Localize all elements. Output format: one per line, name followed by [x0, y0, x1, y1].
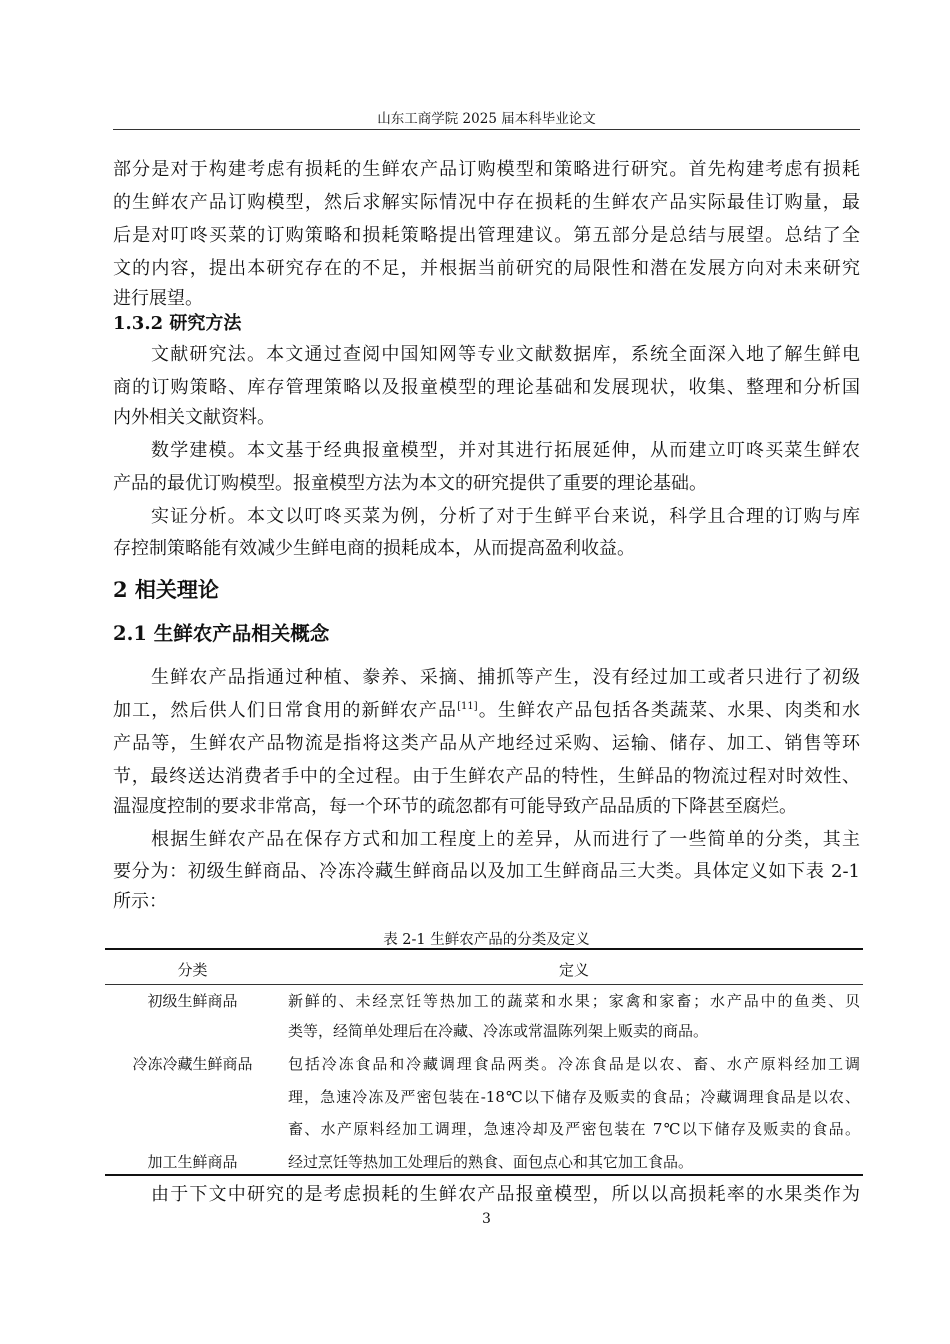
- text-line: 文献研究法。本文通过查阅中国知网等专业文献数据库，系统全面深入地了解生鲜电: [151, 344, 860, 365]
- table-cell-definition: 类等，经简单处理后在冷藏、冷冻或常温陈列架上贩卖的商品。: [288, 1022, 709, 1040]
- text-line: 产品的最优订购模型。报童模型方法为本文的研究提供了重要的理论基础。: [113, 473, 707, 494]
- table-header-definition: 定义: [558, 961, 589, 979]
- header-rule: [113, 129, 860, 130]
- section-heading-2-1: 2.1 生鲜农产品相关概念: [113, 622, 330, 645]
- table-caption: 表 2-1 生鲜农产品的分类及定义: [383, 932, 590, 948]
- table-cell-definition: 经过烹饪等热加工处理后的熟食、面包点心和其它加工食品。: [288, 1153, 694, 1171]
- text-segment: 。生鲜农产品包括各类蔬菜、水果、肉类和水: [477, 700, 861, 721]
- text-line: 内外相关文献资料。: [113, 407, 275, 428]
- text-line: 商的订购策略、库存管理策略以及报童模型的理论基础和发展现状，收集、整理和分析国: [113, 377, 860, 398]
- table-cell-category: 冷冻冷藏生鲜商品: [132, 1055, 253, 1073]
- table-cell-category: 加工生鲜商品: [147, 1153, 238, 1171]
- text-segment: 加工，然后供人们日常食用的新鲜农产品: [113, 700, 458, 721]
- table-cell-definition: 畜、水产原料经加工调理，急速冷却及严密包装在 7℃以下储存及贩卖的食品。: [288, 1120, 860, 1138]
- page-number: 3: [482, 1211, 491, 1227]
- table-cell-definition: 理，急速冷冻及严密包装在-18℃以下储存及贩卖的食品；冷藏调理食品是以农、: [288, 1088, 860, 1106]
- text-line: 温湿度控制的要求非常高，每一个环节的疏忽都有可能导致产品品质的下降甚至腐烂。: [113, 796, 797, 817]
- text-line: 所示：: [113, 891, 167, 912]
- text-line: [113, 699, 860, 723]
- text-line: 数学建模。本文基于经典报童模型，并对其进行拓展延伸，从而建立叮咚买菜生鲜农: [151, 440, 860, 461]
- running-header: 山东工商学院 2025 届本科毕业论文: [377, 111, 596, 127]
- text-line: 后是对叮咚买菜的订购策略和损耗策略提出管理建议。第五部分是总结与展望。总结了全: [113, 225, 860, 246]
- table-top-rule: [105, 948, 863, 950]
- table-cell-category: 初级生鲜商品: [147, 992, 238, 1010]
- text-line: 实证分析。本文以叮咚买菜为例，分析了对于生鲜平台来说，科学且合理的订购与库: [151, 506, 860, 527]
- table-header-category: 分类: [177, 961, 208, 979]
- chapter-heading-2: 2 相关理论: [113, 577, 219, 602]
- text-line: 产品等，生鲜农产品物流是指将这类产品从产地经过采购、运输、储存、加工、销售等环: [113, 733, 860, 754]
- citation-ref: [11]: [457, 701, 478, 712]
- text-line: 存控制策略能有效减少生鲜电商的损耗成本，从而提高盈利收益。: [113, 538, 635, 559]
- text-line: 根据生鲜农产品在保存方式和加工程度上的差异，从而进行了一些简单的分类，其主: [151, 829, 860, 850]
- text-line: 由于下文中研究的是考虑损耗的生鲜农产品报童模型，所以以高损耗率的水果类作为: [151, 1184, 860, 1205]
- text-line: 部分是对于构建考虑有损耗的生鲜农产品订购模型和策略进行研究。首先构建考虑有损耗: [113, 159, 860, 180]
- table-cell-definition: 包括冷冻食品和冷藏调理食品两类。冷冻食品是以农、畜、水产原料经加工调: [288, 1055, 860, 1073]
- text-line: 要分为：初级生鲜商品、冷冻冷藏生鲜商品以及加工生鲜商品三大类。具体定义如下表 2-1: [113, 861, 860, 882]
- text-line: 节，最终送达消费者手中的全过程。由于生鲜农产品的特性，生鲜品的物流过程对时效性、: [113, 766, 860, 787]
- table-header-rule: [105, 984, 863, 985]
- text-line: 进行展望。: [113, 288, 203, 309]
- text-line: 文的内容，提出本研究存在的不足，并根据当前研究的局限性和潜在发展方向对未来研究: [113, 258, 860, 279]
- table-bottom-rule: [105, 1174, 863, 1176]
- table-cell-definition: 新鲜的、未经烹饪等热加工的蔬菜和水果；家禽和家畜；水产品中的鱼类、贝: [288, 992, 860, 1010]
- text-line: 生鲜农产品指通过种植、豢养、采摘、捕抓等产生，没有经过加工或者只进行了初级: [151, 667, 860, 688]
- text-line: 的生鲜农产品订购模型，然后求解实际情况中存在损耗的生鲜农产品实际最佳订购量，最: [113, 192, 860, 213]
- section-heading-1-3-2: 1.3.2 研究方法: [113, 313, 242, 334]
